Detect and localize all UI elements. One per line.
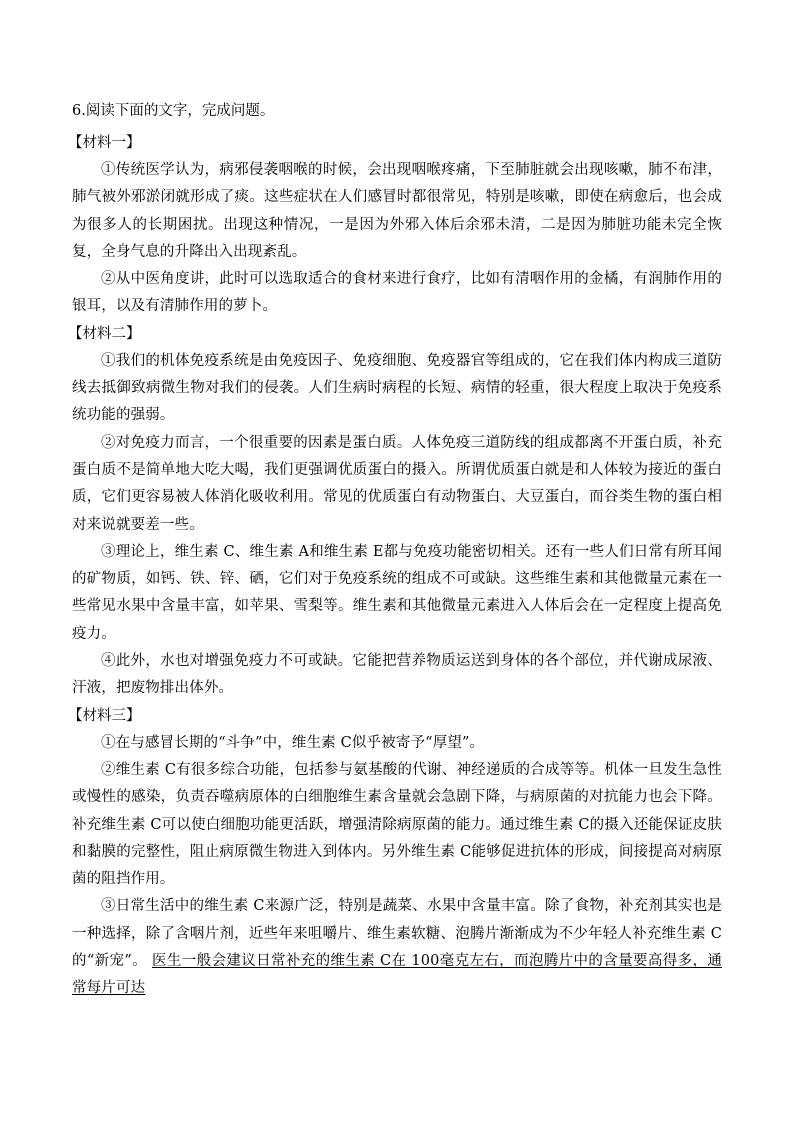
material-3-heading: 【材料三】 (68, 707, 141, 724)
material-2-paragraph-3: ③理论上，维生素 C、维生素 A和维生素 E都与免疫功能密切相关。还有一些人们日常有所耳闻的矿物质，如钙、铁、锌、硒，它们对于免疫系统的组成不可或缺。这些维生素和其他微量元素在一些常见水果中含量丰富，如苹果、雪梨等。维生素和其他微量元素进入人体后会在一定程度上提高免疫力。 (72, 543, 722, 642)
material-3-paragraph-3 (72, 893, 722, 1002)
material-2-heading: 【材料二】 (68, 325, 141, 342)
material-3-underlined-sentence: 医生一般会建议日常补充的维生素 C在 100毫克左右，而泡腾片中的含量要高得多，通常每片可达 (72, 953, 722, 997)
document-page (68, 97, 722, 1003)
material-3-paragraph-3-text: ③日常生活中的维生素 C来源广泛，特别是蔬菜、水果中含量丰富。除了食物，补充剂其实也是一种选择，除了含咽片剂，近些年来咀嚼片、维生素软糖、泡腾片渐渐成为不少年轻人补充维生素 C的“新宠”。 (72, 898, 722, 970)
question-title: 6.阅读下面的文字，完成问题。 (72, 103, 275, 119)
material-1-paragraph-2: ②从中医角度讲，此时可以选取适合的食材来进行食疗，比如有清咽作用的金橘，有润肺作用的银耳，以及有清肺作用的萝卜。 (72, 271, 722, 315)
material-2-paragraph-2: ②对免疫力而言，一个很重要的因素是蛋白质。人体免疫三道防线的组成都离不开蛋白质，补充蛋白质不是简单地大吃大喝，我们更强调优质蛋白的摄入。所谓优质蛋白就是和人体较为接近的蛋白质，它们更容易被人体消化吸收利用。常见的优质蛋白有动物蛋白、大豆蛋白，而谷类生物的蛋白相对来说就要差一些。 (72, 434, 722, 533)
material-1-heading: 【材料一】 (68, 135, 141, 151)
material-3-paragraph-2: ②维生素 C有很多综合功能，包括参与氨基酸的代谢、神经递质的合成等等。机体一旦发生急性或慢性的感染，负责吞噬病原体的白细胞维生素含量就会急剧下降，与病原菌的对抗能力也会下降。补充维生素 C可以使白细胞功能更活跃，增强清除病原菌的能力。通过维生素 C的摄入还能保证皮肤和黏膜的完整性，阻止病原微生物进入到体内。另外维生素 C能够促进抗体的形成，间接提高对病原菌的阻挡作用。 (72, 761, 722, 888)
material-3-paragraph-1: ①在与感冒长期的“斗争”中，维生素 C似乎被寄予“厚望”。 (101, 734, 485, 751)
material-2-paragraph-4: ④此外，水也对增强免疫力不可或缺。它能把营养物质运送到身体的各个部位，并代谢成尿液、汗液，把废物排出体外。 (72, 653, 722, 697)
material-2-paragraph-1: ①我们的机体免疫系统是由免疫因子、免疫细胞、免疫器官等组成的，它在我们体内构成三道防线去抵御致病微生物对我们的侵袭。人们生病时病程的长短、病情的轻重，很大程度上取决于免疫系统功能的强弱。 (72, 352, 722, 424)
material-1-paragraph-1: ①传统医学认为，病邪侵袭咽喉的时候，会出现咽喉疼痛，下至肺脏就会出现咳嗽，肺不布津，肺气被外邪淤闭就形成了痰。这些症状在人们感冒时都很常见，特别是咳嗽，即使在病愈后，也会成为很多人的长期困扰。出现这种情况，一是因为外邪入体后余邪未清，二是因为肺脏功能未完全恢复，全身气息的升降出入出现紊乱。 (72, 162, 722, 260)
